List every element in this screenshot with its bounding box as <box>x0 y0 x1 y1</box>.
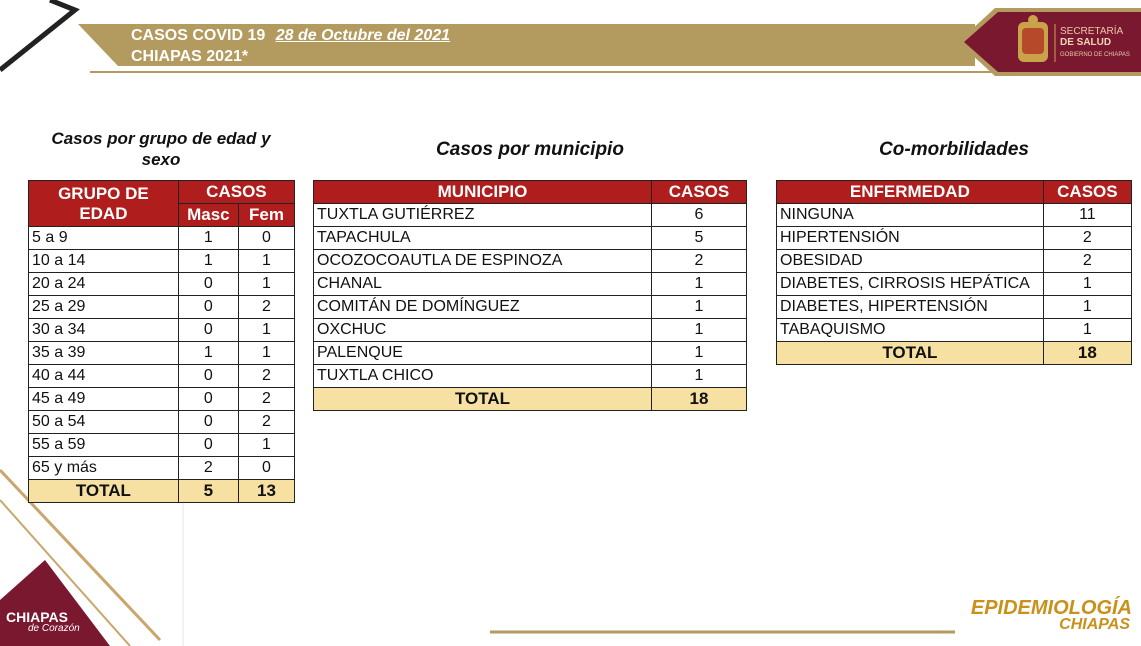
masc-value: 0 <box>178 319 238 342</box>
total-masc: 5 <box>178 480 238 503</box>
municipio-name: OCOZOCOAUTLA DE ESPINOZA <box>314 250 652 273</box>
age-sex-table <box>28 180 295 503</box>
total-label: TOTAL <box>29 480 179 503</box>
header-title-line <box>131 26 450 46</box>
table-row <box>29 342 295 365</box>
age-group: 30 a 34 <box>29 319 179 342</box>
table-row <box>314 250 747 273</box>
table-row <box>29 273 295 296</box>
age-group: 50 a 54 <box>29 411 179 434</box>
municipio-cases: 1 <box>652 296 747 319</box>
municipio-name: OXCHUC <box>314 319 652 342</box>
fem-value: 0 <box>238 227 294 250</box>
table-row <box>314 296 747 319</box>
disease-cases: 2 <box>1043 227 1131 250</box>
header-title: CASOS COVID 19 <box>131 27 266 44</box>
col-casos: CASOS <box>178 181 294 204</box>
fem-value: 2 <box>238 296 294 319</box>
masc-value: 0 <box>178 434 238 457</box>
logo-line1: SECRETARÍA <box>1060 26 1124 37</box>
table-row <box>314 365 747 388</box>
table-row <box>29 365 295 388</box>
table-row <box>29 388 295 411</box>
municipio-section-title: Casos por municipio <box>436 139 624 160</box>
chiapas-logo-subtext: de Corazón <box>28 623 80 634</box>
fem-value: 1 <box>238 342 294 365</box>
disease-cases: 11 <box>1043 204 1131 227</box>
table-row <box>777 273 1132 296</box>
municipio-name: PALENQUE <box>314 342 652 365</box>
masc-value: 0 <box>178 273 238 296</box>
table-row <box>314 319 747 342</box>
age-group: 25 a 29 <box>29 296 179 319</box>
masc-value: 0 <box>178 296 238 319</box>
table-row <box>314 273 747 296</box>
age-group: 5 a 9 <box>29 227 179 250</box>
fem-value: 1 <box>238 319 294 342</box>
age-group: 20 a 24 <box>29 273 179 296</box>
col-casos: CASOS <box>1043 181 1131 204</box>
disease-cases: 2 <box>1043 250 1131 273</box>
masc-value: 1 <box>178 227 238 250</box>
municipio-cases: 1 <box>652 342 747 365</box>
total-row <box>314 388 747 411</box>
municipio-cases: 6 <box>652 204 747 227</box>
disease-name: TABAQUISMO <box>777 319 1044 342</box>
municipio-name: COMITÁN DE DOMÍNGUEZ <box>314 296 652 319</box>
masc-value: 1 <box>178 342 238 365</box>
masc-value: 0 <box>178 411 238 434</box>
age-group: 55 a 59 <box>29 434 179 457</box>
municipio-cases: 1 <box>652 365 747 388</box>
age-section-title: Casos por grupo de edad y sexo <box>51 129 271 169</box>
fem-value: 2 <box>238 411 294 434</box>
fem-value: 0 <box>238 457 294 480</box>
municipio-name: CHANAL <box>314 273 652 296</box>
epidemiologia-brand-sub: CHIAPAS <box>1059 616 1130 633</box>
corner-chevron <box>0 0 75 70</box>
disease-cases: 1 <box>1043 319 1131 342</box>
comorbidities-table <box>776 180 1132 365</box>
municipio-cases: 1 <box>652 273 747 296</box>
age-group: 10 a 14 <box>29 250 179 273</box>
table-row <box>777 319 1132 342</box>
masc-value: 0 <box>178 365 238 388</box>
municipio-cases: 1 <box>652 319 747 342</box>
total-row <box>29 480 295 503</box>
total-cases: 18 <box>1043 342 1131 365</box>
comorb-section-title: Co-morbilidades <box>879 139 1029 160</box>
municipio-cases: 2 <box>652 250 747 273</box>
logo-line3: GOBIERNO DE CHIAPAS <box>1060 52 1130 58</box>
age-group: 45 a 49 <box>29 388 179 411</box>
chiapas-logo-text: CHIAPAS <box>6 609 68 625</box>
disease-cases: 1 <box>1043 273 1131 296</box>
table-row <box>777 227 1132 250</box>
header-date: 28 de Octubre del 2021 <box>275 27 451 44</box>
col-grupo-edad: GRUPO DE EDAD <box>29 181 179 227</box>
col-municipio: MUNICIPIO <box>314 181 652 204</box>
masc-value: 0 <box>178 388 238 411</box>
total-cases: 18 <box>652 388 747 411</box>
disease-name: HIPERTENSIÓN <box>777 227 1044 250</box>
col-enfermedad: ENFERMEDAD <box>777 181 1044 204</box>
fem-value: 1 <box>238 434 294 457</box>
age-group: 40 a 44 <box>29 365 179 388</box>
masc-value: 2 <box>178 457 238 480</box>
fem-value: 2 <box>238 388 294 411</box>
total-row <box>777 342 1132 365</box>
table-row <box>29 319 295 342</box>
table-row <box>777 296 1132 319</box>
disease-name: NINGUNA <box>777 204 1044 227</box>
table-row <box>314 227 747 250</box>
total-fem: 13 <box>238 480 294 503</box>
table-row <box>29 227 295 250</box>
table-row <box>29 411 295 434</box>
table-row <box>314 204 747 227</box>
municipio-cases: 5 <box>652 227 747 250</box>
disease-name: OBESIDAD <box>777 250 1044 273</box>
table-row <box>777 204 1132 227</box>
disease-cases: 1 <box>1043 296 1131 319</box>
epidemiologia-brand: EPIDEMIOLOGÍA <box>970 597 1132 619</box>
logo-line2: DE SALUD <box>1060 37 1112 48</box>
table-row <box>777 250 1132 273</box>
table-row <box>29 250 295 273</box>
col-masc: Masc <box>178 204 238 227</box>
table-row <box>314 342 747 365</box>
masc-value: 1 <box>178 250 238 273</box>
municipio-name: TAPACHULA <box>314 227 652 250</box>
age-group: 35 a 39 <box>29 342 179 365</box>
disease-name: DIABETES, CIRROSIS HEPÁTICA <box>777 273 1044 296</box>
age-group: 65 y más <box>29 457 179 480</box>
logo-background <box>964 12 1141 72</box>
fem-value: 2 <box>238 365 294 388</box>
table-row <box>29 434 295 457</box>
header-subtitle: CHIAPAS 2021* <box>131 48 249 65</box>
municipio-name: TUXTLA CHICO <box>314 365 652 388</box>
total-label: TOTAL <box>314 388 652 411</box>
disease-name: DIABETES, HIPERTENSIÓN <box>777 296 1044 319</box>
fem-value: 1 <box>238 273 294 296</box>
total-label: TOTAL <box>777 342 1044 365</box>
col-fem: Fem <box>238 204 294 227</box>
col-casos: CASOS <box>652 181 747 204</box>
table-row <box>29 457 295 480</box>
municipio-table <box>313 180 747 411</box>
table-row <box>29 296 295 319</box>
municipio-name: TUXTLA GUTIÉRREZ <box>314 204 652 227</box>
fem-value: 1 <box>238 250 294 273</box>
